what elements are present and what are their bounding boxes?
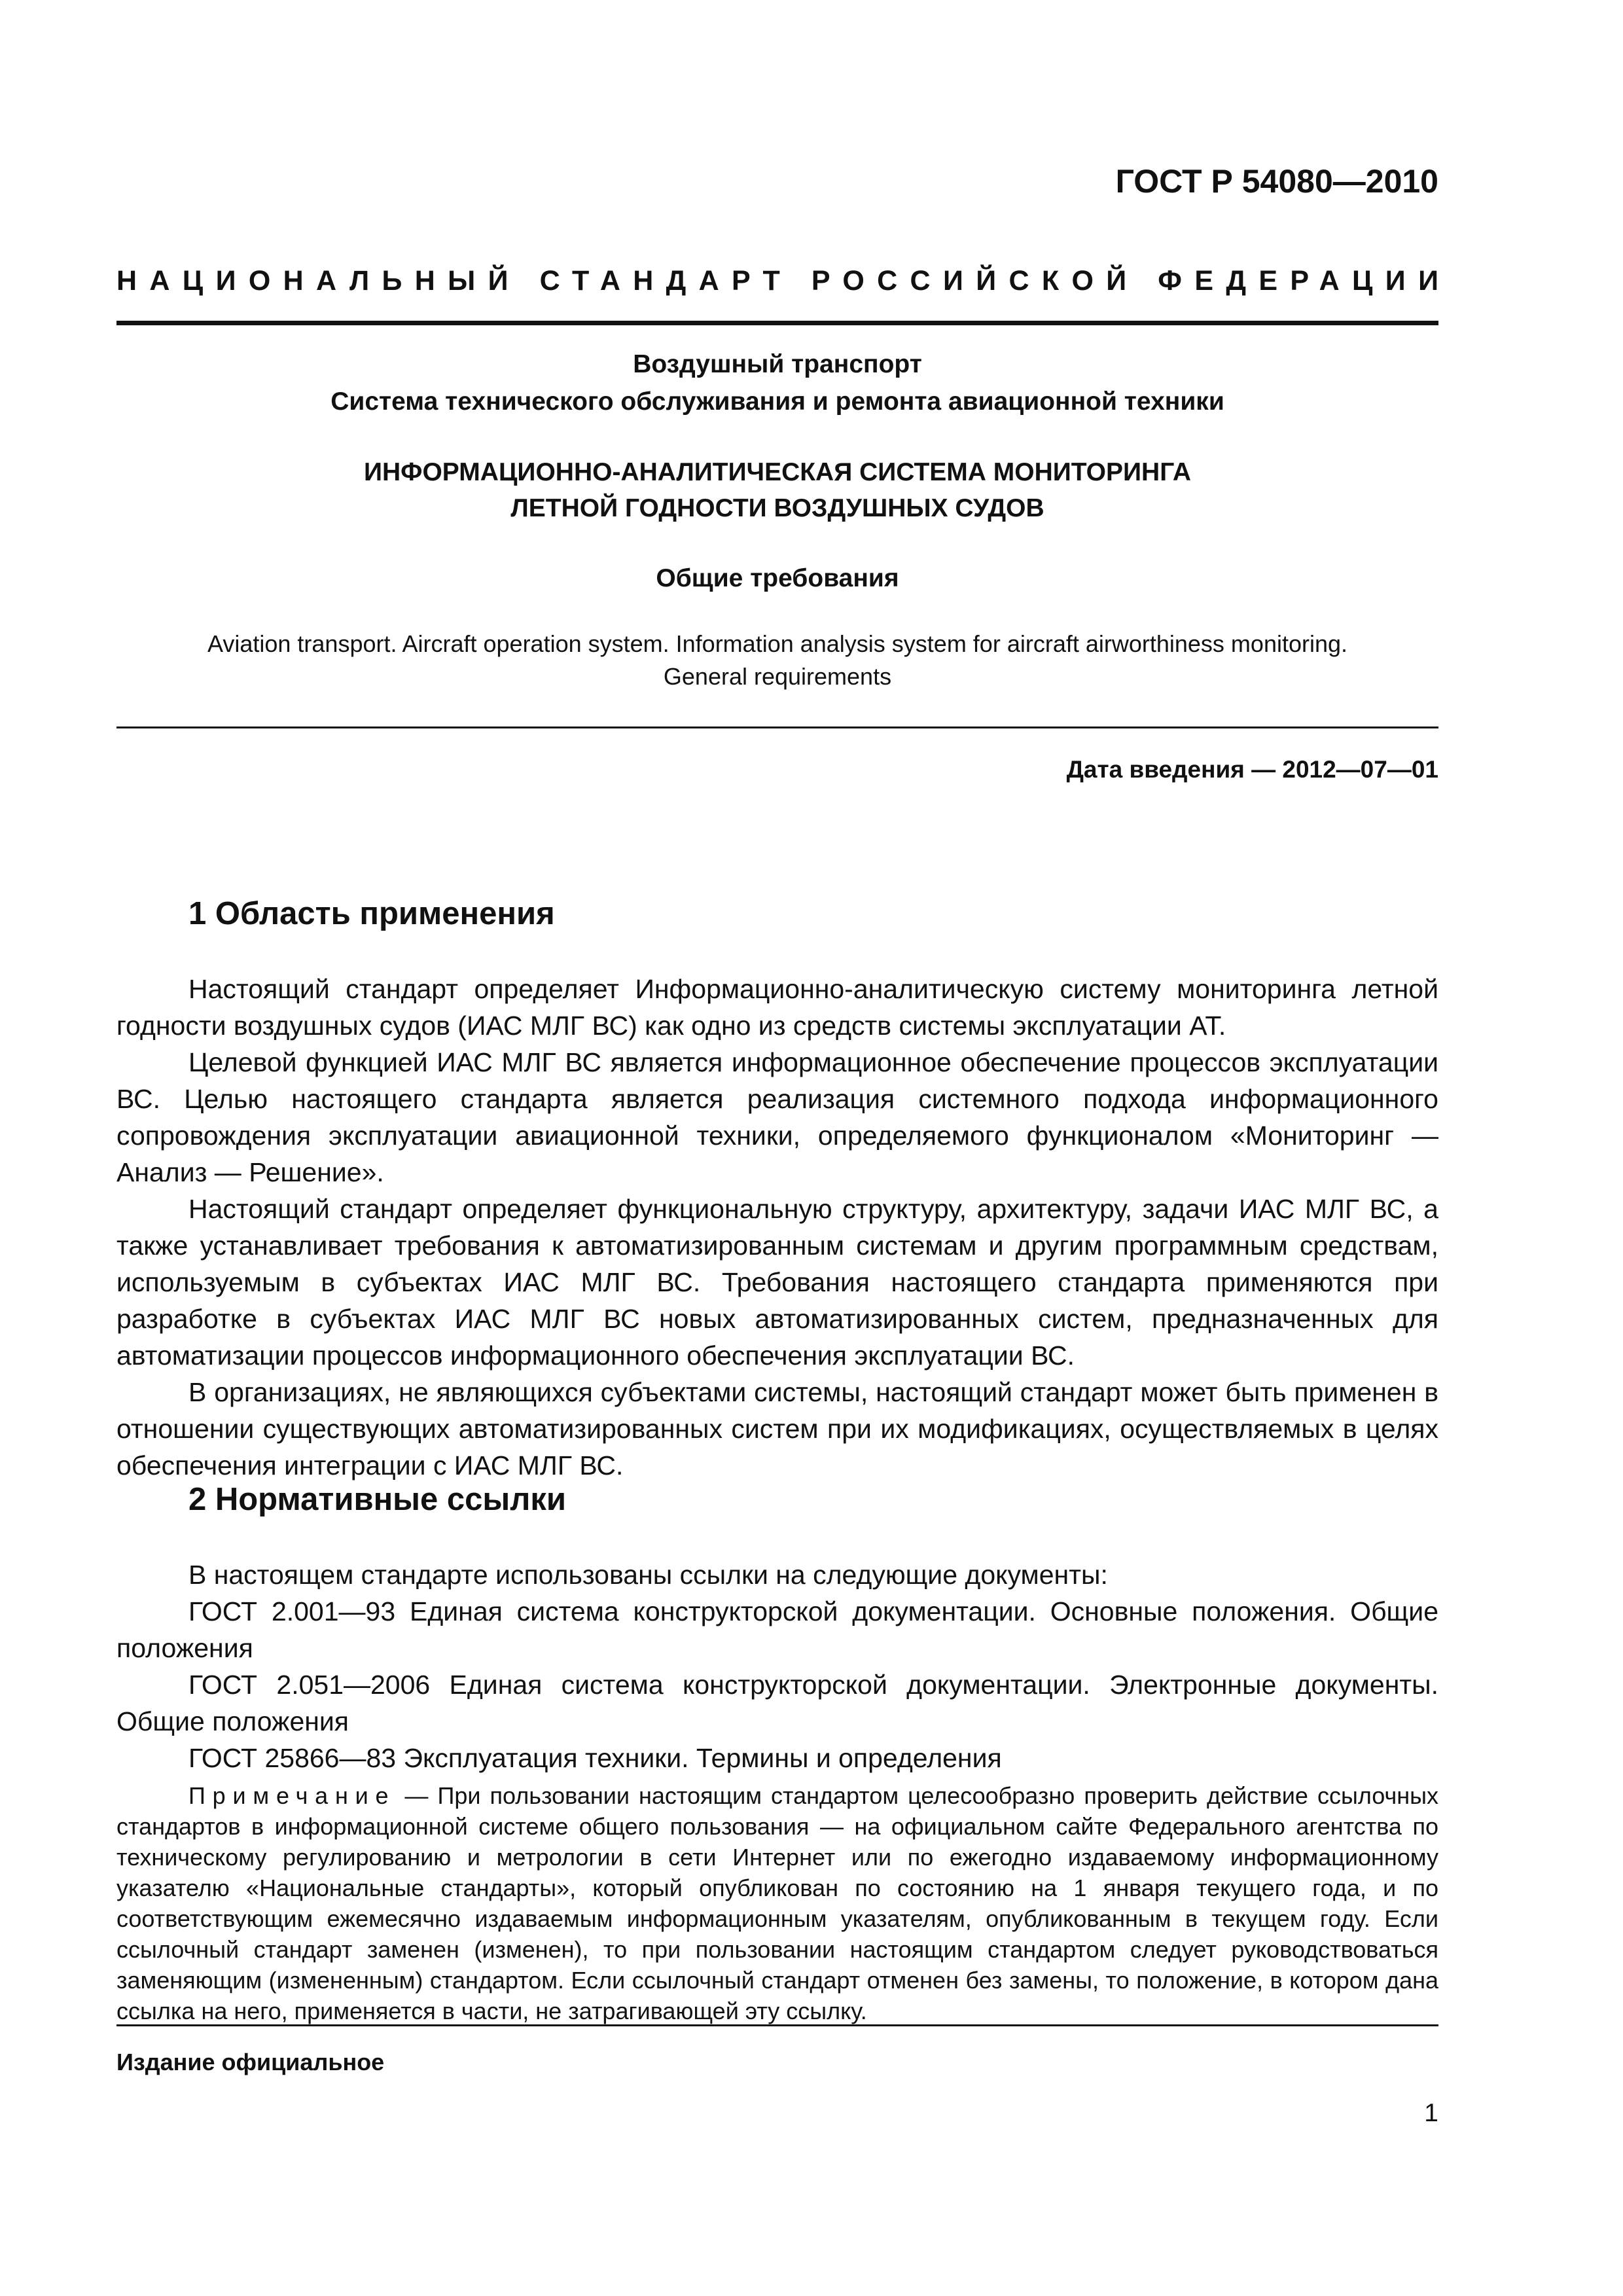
title-main-line1: ИНФОРМАЦИОННО-АНАЛИТИЧЕСКАЯ СИСТЕМА МОНИТОРИНГА (363, 458, 1192, 486)
reference-item: ГОСТ 2.001—93 Единая система конструкторской документации. Основные положения. Общие положения (116, 1596, 1438, 1663)
banner-word: СТАНДАРТ (539, 265, 793, 296)
banner-word: ФЕДЕРАЦИИ (1158, 265, 1452, 296)
banner-word: НАЦИОНАЛЬНЫЙ (116, 265, 521, 296)
paragraph: В организациях, не являющихся субъектами системы, настоящий стандарт может быть применен в отношении существующих автоматизированных систем при их модификациях, осуществляемых в целях обеспечения интеграции с ИАС МЛГ ВС. (116, 1377, 1438, 1480)
paragraph: Целевой функцией ИАС МЛГ ВС является информационное обеспечение процессов эксплуатации ВС. Целью настоящего стандарта является реализация системного подхода информационного сопровождения эксплуатации авиационной техники, определяемого функционалом «Мониторинг — Анализ — Решение». (116, 1047, 1438, 1187)
paragraph: В настоящем стандарте использованы ссылки на следующие документы: (188, 1560, 1108, 1590)
section1-body (116, 971, 1438, 1484)
note-label: Примечание (188, 1782, 396, 1809)
note (116, 1780, 1438, 2026)
header-rule (116, 321, 1438, 325)
section2-body (116, 1556, 1438, 1776)
reference-item: ГОСТ 25866—83 Эксплуатация техники. Термины и определения (188, 1743, 1002, 1773)
footer-rule (116, 2024, 1438, 2026)
english-title-line2: General requirements (663, 663, 892, 690)
page-number: 1 (1424, 2099, 1438, 2127)
title-rule (116, 726, 1438, 728)
section2-heading: 2 Нормативные ссылки (188, 1482, 566, 1517)
paragraph: Настоящий стандарт определяет функциональную структуру, архитектуру, задачи ИАС МЛГ ВС, а также устанавливает требования к автоматизированным системам и другим программным средствам, используемым в субъектах ИАС МЛГ ВС. Требования настоящего стандарта применяются при разработке в субъектах ИАС МЛГ ВС новых автоматизированных систем, предназначенных для автоматизации процессов информационного обеспечения эксплуатации ВС. (116, 1194, 1438, 1371)
title-line1: Воздушный транспорт (633, 350, 922, 378)
note-text: — При пользовании настоящим стандартом целесообразно проверить действие ссылочных стандартов в информационной системе общего пользования — на официальном сайте Федерального агентства по техническому регулированию и метрологии в сети Интернет или по ежегодно издаваемому информационному указателю «Национальные стандарты», который опубликован по состоянию на 1 января текущего года, и по соответствующим ежемесячно издаваемым информационным указателям, опубликованным в текущем году. Если ссылочный стандарт заменен (изменен), то при пользовании настоящим стандартом следует руководствоваться заменяющим (измененным) стандартом. Если ссылочный стандарт отменен без замены, то положение, в котором дана ссылка на него, применяется в части, не затрагивающей эту ссылку. (116, 1782, 1438, 2024)
section1-heading: 1 Область применения (188, 896, 555, 931)
title-subtitle: Общие требования (656, 564, 899, 592)
english-title-line1: Aviation transport. Aircraft operation system. Information analysis system for aircraft airworthiness monitoring. (207, 630, 1348, 657)
effective-date: Дата введения — 2012—07—01 (1066, 756, 1438, 783)
title-main-line2: ЛЕТНОЙ ГОДНОСТИ ВОЗДУШНЫХ СУДОВ (510, 494, 1044, 522)
reference-item: ГОСТ 2.051—2006 Единая система конструкторской документации. Электронные документы. Общие положения (116, 1670, 1438, 1736)
banner-word: РОССИЙСКОЙ (811, 265, 1139, 296)
standard-code: ГОСТ Р 54080—2010 (1115, 163, 1438, 200)
national-standard-banner (116, 265, 1452, 297)
paragraph: Настоящий стандарт определяет Информационно-аналитическую систему мониторинга летной годности воздушных судов (ИАС МЛГ ВС) как одно из средств системы эксплуатации АТ. (116, 974, 1438, 1041)
title-line2: Система технического обслуживания и ремонта авиационной техники (330, 387, 1224, 416)
edition-label: Издание официальное (116, 2049, 385, 2075)
